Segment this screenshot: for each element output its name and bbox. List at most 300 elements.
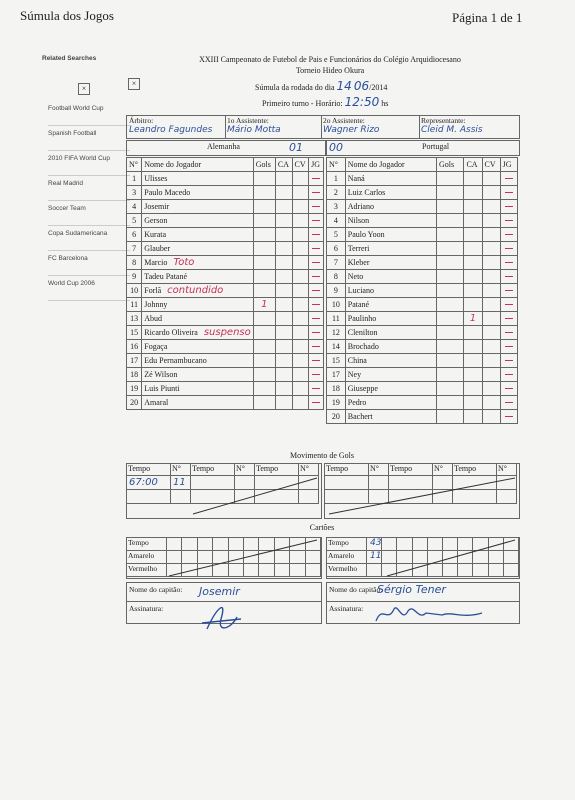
strike-line: [327, 538, 519, 578]
player-cv: [292, 228, 309, 242]
jg-mark: [505, 290, 513, 291]
player-name: [345, 228, 436, 242]
player-name: [345, 368, 436, 382]
player-name: [345, 298, 436, 312]
away-team-score: 00: [329, 141, 343, 154]
player-gols: [253, 242, 275, 256]
player-name: [345, 242, 436, 256]
player-jg: [309, 326, 324, 340]
player-row: [327, 186, 518, 200]
player-ca: [464, 270, 482, 284]
player-name: [142, 312, 253, 326]
player-n: [127, 354, 142, 368]
jg-mark: [505, 416, 513, 417]
player-name: [345, 256, 436, 270]
player-row: [127, 312, 324, 326]
player-row: [127, 354, 324, 368]
player-n-value: 18: [331, 384, 340, 393]
sidebar-items: [48, 105, 130, 301]
player-jg: [309, 200, 324, 214]
player-n: [327, 186, 346, 200]
goals-title: Movimento de Gols: [290, 451, 354, 460]
jg-mark: [505, 206, 513, 207]
player-row: [327, 396, 518, 410]
player-n: [127, 242, 142, 256]
sidebar: [42, 55, 122, 287]
jg-mark: [312, 178, 320, 179]
player-n-value: 19: [331, 398, 340, 407]
player-ca: [464, 256, 482, 270]
referee-name: Leandro Fagundes: [129, 125, 213, 135]
player-ca: [275, 340, 292, 354]
home-signature-label: Assinatura:: [129, 604, 164, 613]
player-name-value: Patané: [347, 300, 370, 309]
player-gols: [253, 200, 275, 214]
player-cv: [482, 354, 500, 368]
away-signature: [372, 601, 492, 627]
player-jg: [500, 270, 517, 284]
player-cv: [292, 256, 309, 270]
player-n: [127, 186, 142, 200]
player-row: [327, 340, 518, 354]
player-n-value: 3: [333, 202, 338, 211]
player-name-value: Paulo Macedo: [144, 188, 191, 197]
player-cv: [292, 396, 309, 410]
player-name: [142, 354, 253, 368]
player-row: [327, 298, 518, 312]
cards-away-grid: [326, 537, 520, 579]
player-row: [327, 312, 518, 326]
player-n-value: 15: [130, 328, 139, 337]
player-name-value: Kurata: [144, 230, 167, 239]
player-name-value: Clenilton: [347, 328, 378, 337]
player-gols: [436, 172, 464, 186]
player-jg: [309, 368, 324, 382]
referee-label: Árbitro:: [129, 116, 154, 125]
player-name: [345, 270, 436, 284]
player-name-value: Marcio: [144, 258, 168, 267]
player-n: [127, 382, 142, 396]
player-cv: [292, 354, 309, 368]
asst1-name: Mário Motta: [227, 125, 281, 135]
player-jg: [309, 186, 324, 200]
player-n: [127, 312, 142, 326]
sidebar-item[interactable]: World Cup 2006: [48, 276, 130, 301]
player-name: [142, 368, 253, 382]
col-header-n: N°: [327, 158, 346, 172]
player-jg: [500, 228, 517, 242]
player-name-value: Neto: [347, 272, 364, 281]
jg-mark: [505, 234, 513, 235]
jg-mark: [505, 262, 513, 263]
player-row: [127, 340, 324, 354]
jg-mark: [312, 206, 320, 207]
player-name-value: Paulo Yoon: [347, 230, 385, 239]
sidebar-item[interactable]: Spanish Football: [48, 126, 130, 151]
player-name-value: Luciano: [347, 286, 374, 295]
player-n: [327, 396, 346, 410]
jg-mark: [312, 248, 320, 249]
home-team-score: 01: [289, 141, 303, 154]
asst2-name: Wagner Rizo: [323, 125, 380, 135]
jg-mark: [505, 374, 513, 375]
col-header-n: N°: [127, 158, 142, 172]
player-name: [142, 228, 253, 242]
player-ca: [275, 382, 292, 396]
player-n: [327, 228, 346, 242]
player-ca: [464, 298, 482, 312]
col-header-ca: CA: [275, 158, 292, 172]
player-cv: [482, 270, 500, 284]
sidebar-item[interactable]: Football World Cup: [48, 105, 130, 126]
player-gols: [253, 326, 275, 340]
player-n-value: 10: [130, 286, 139, 295]
player-jg: [309, 256, 324, 270]
col-header-gols: Gols: [436, 158, 464, 172]
player-ca: [275, 228, 292, 242]
player-gols: [436, 270, 464, 284]
player-jg: [500, 284, 517, 298]
player-n-value: 8: [333, 272, 338, 281]
away-captain-label: Nome do capitão:: [329, 585, 383, 594]
player-n-value: 4: [132, 202, 137, 211]
player-row: [327, 200, 518, 214]
asst2-label: 2o Assistente:: [323, 116, 365, 125]
player-ca: [464, 228, 482, 242]
away-signature-label: Assinatura:: [329, 604, 364, 613]
jg-mark: [505, 304, 513, 305]
player-name: [142, 242, 253, 256]
championship-title: XXIII Campeonato de Futebol de Pais e Funcionários do Colégio Arquidiocesano: [199, 55, 461, 64]
player-cv: [292, 326, 309, 340]
player-ca: [275, 326, 292, 340]
player-row: [127, 382, 324, 396]
home-captain-box: [126, 582, 322, 624]
player-row: [327, 214, 518, 228]
player-name-value: Tadeu Patané: [144, 272, 188, 281]
player-ca: [275, 396, 292, 410]
away-captain-name: Sérgio Tener: [377, 583, 446, 596]
player-ca: [464, 354, 482, 368]
jg-mark: [505, 346, 513, 347]
sidebar-item[interactable]: Soccer Team: [48, 201, 130, 226]
player-name-value: Abud: [144, 314, 163, 323]
player-n: [127, 256, 142, 270]
sidebar-item[interactable]: Real Madrid: [48, 176, 130, 201]
date-month: 06: [353, 79, 370, 93]
page-title: Súmula dos Jogos: [20, 8, 114, 23]
player-cv: [482, 298, 500, 312]
player-ca: [275, 368, 292, 382]
player-ca: [275, 270, 292, 284]
player-row: [127, 242, 324, 256]
player-name-value: Nilson: [347, 216, 370, 225]
player-cv: [482, 396, 500, 410]
player-gols: [253, 214, 275, 228]
sidebar-heading: Related Searches: [42, 55, 97, 62]
player-name: [142, 270, 253, 284]
home-signature: [197, 599, 247, 637]
cards-row-label: Amarelo: [127, 551, 167, 564]
jg-mark: [312, 346, 320, 347]
home-players-table: [126, 157, 324, 410]
player-cv: [292, 186, 309, 200]
date-prefix: Súmula da rodada do dia: [255, 83, 335, 92]
player-row: [327, 256, 518, 270]
player-row: [327, 326, 518, 340]
sidebar-item[interactable]: 2010 FIFA World Cup: [48, 151, 130, 176]
date-year: /2014: [369, 83, 388, 92]
player-gols: [253, 228, 275, 242]
player-row: [327, 270, 518, 284]
player-gols: [253, 284, 275, 298]
player-ca: [275, 256, 292, 270]
player-jg: [500, 410, 517, 424]
player-jg: [309, 242, 324, 256]
player-name-value: Luis Piunti: [144, 384, 180, 393]
player-row: [327, 284, 518, 298]
player-row: [327, 368, 518, 382]
player-gols: [436, 382, 464, 396]
player-n: [327, 214, 346, 228]
player-name: [345, 326, 436, 340]
player-ca: [464, 186, 482, 200]
player-n-value: 4: [333, 216, 338, 225]
jg-mark: [312, 360, 320, 361]
player-name-value: Josemir: [144, 202, 170, 211]
referee-cell: [127, 116, 226, 138]
player-name-value: Zé Wilson: [144, 370, 178, 379]
player-n-value: 7: [333, 258, 338, 267]
player-name-value: Bachert: [347, 412, 373, 421]
player-n-value: 9: [333, 286, 338, 295]
col-header-jg: JG: [309, 158, 324, 172]
player-n: [327, 284, 346, 298]
player-name: [142, 256, 253, 270]
player-cv: [482, 340, 500, 354]
player-n: [127, 340, 142, 354]
player-n-value: 17: [331, 370, 340, 379]
player-jg: [309, 354, 324, 368]
jg-mark: [312, 332, 320, 333]
player-cv: [482, 228, 500, 242]
player-ca: [464, 200, 482, 214]
goals-home-grid: [126, 463, 322, 519]
player-jg: [309, 172, 324, 186]
player-name: [345, 214, 436, 228]
player-jg: [500, 242, 517, 256]
player-n: [127, 172, 142, 186]
player-jg: [309, 312, 324, 326]
player-jg: [309, 270, 324, 284]
player-cv: [292, 298, 309, 312]
player-n: [327, 368, 346, 382]
player-gols: [436, 312, 464, 326]
asst1-cell: [225, 116, 322, 138]
player-row: [127, 270, 324, 284]
jg-mark: [505, 178, 513, 179]
player-name: [142, 340, 253, 354]
player-cv: [482, 256, 500, 270]
player-name-value: Giuseppe: [347, 384, 378, 393]
player-n: [127, 228, 142, 242]
goals-col-tempo: Tempo: [127, 464, 171, 476]
player-name: [142, 200, 253, 214]
player-ca: [275, 298, 292, 312]
player-ca: [464, 214, 482, 228]
player-name-value: Luiz Carlos: [347, 188, 386, 197]
strike-line: [127, 538, 321, 578]
player-gols: [436, 214, 464, 228]
player-row: [127, 368, 324, 382]
player-jg: [309, 340, 324, 354]
player-name: [345, 186, 436, 200]
goals-col-n: N°: [433, 464, 453, 476]
jg-mark: [505, 318, 513, 319]
player-gols: [253, 298, 275, 312]
player-n-value: 13: [130, 314, 139, 323]
player-cv: [292, 270, 309, 284]
player-ca: [275, 200, 292, 214]
player-name-value: Ney: [347, 370, 362, 379]
away-captain-box: [326, 582, 520, 624]
player-name-value: Glauber: [144, 244, 171, 253]
player-gols: [436, 228, 464, 242]
jg-mark: [312, 374, 320, 375]
time-line: [262, 95, 388, 109]
home-team-name: Alemanha: [207, 142, 240, 151]
player-row: [127, 396, 324, 410]
player-jg: [500, 368, 517, 382]
player-name: [142, 326, 253, 340]
player-n: [127, 326, 142, 340]
cards-home-grid: [126, 537, 322, 579]
player-name-value: Edu Pernambucano: [144, 356, 207, 365]
player-row: [127, 228, 324, 242]
player-ca: [275, 172, 292, 186]
sidebar-item[interactable]: FC Barcelona: [48, 251, 130, 276]
player-cv: [482, 410, 500, 424]
card-value: 11: [370, 551, 382, 561]
goals-grid: [126, 463, 518, 519]
date-line: [255, 79, 387, 93]
player-name-value: Terreri: [347, 244, 370, 253]
player-name-value: Naná: [347, 174, 365, 183]
player-ca: [464, 326, 482, 340]
close-icon[interactable]: ×: [128, 78, 140, 90]
player-n-value: 7: [132, 244, 137, 253]
player-jg: [309, 214, 324, 228]
player-cv: [292, 382, 309, 396]
player-name-value: Pedro: [347, 398, 367, 407]
jg-mark: [312, 234, 320, 235]
player-n-value: 5: [333, 230, 338, 239]
player-cv: [482, 312, 500, 326]
player-cv: [482, 242, 500, 256]
player-cv: [292, 368, 309, 382]
player-n-value: 14: [331, 342, 340, 351]
cards-row-label: Tempo: [127, 538, 167, 551]
player-name: [345, 410, 436, 424]
player-cv: [482, 214, 500, 228]
jg-mark: [505, 192, 513, 193]
player-ca: [275, 214, 292, 228]
player-n-value: 11: [130, 300, 138, 309]
player-gols: [436, 256, 464, 270]
jg-mark: [312, 304, 320, 305]
jg-mark: [312, 192, 320, 193]
player-jg: [500, 382, 517, 396]
goals-col-tempo: Tempo: [191, 464, 235, 476]
jg-mark: [312, 220, 320, 221]
player-row: [327, 172, 518, 186]
col-header-name: Nome do Jogador: [345, 158, 436, 172]
player-n-value: 20: [331, 412, 340, 421]
player-name: [142, 298, 253, 312]
rep-name: Cleid M. Assis: [421, 125, 483, 135]
player-cv: [482, 172, 500, 186]
time-value: 12:50: [344, 95, 380, 109]
player-ca: [464, 340, 482, 354]
player-name-value: Brochado: [347, 342, 379, 351]
player-gols: [436, 410, 464, 424]
player-gols: [436, 200, 464, 214]
player-n-value: 9: [132, 272, 137, 281]
player-cv: [482, 284, 500, 298]
player-name: [345, 200, 436, 214]
player-gols: [436, 186, 464, 200]
player-n: [327, 340, 346, 354]
jg-mark: [505, 402, 513, 403]
player-ca: [275, 312, 292, 326]
player-cv: [482, 186, 500, 200]
player-n: [127, 214, 142, 228]
player-note: suspenso: [203, 327, 251, 338]
player-n-value: 2: [333, 188, 338, 197]
player-n: [327, 410, 346, 424]
player-name-value: China: [347, 356, 367, 365]
player-n-value: 3: [132, 188, 137, 197]
goals-col-tempo: Tempo: [453, 464, 497, 476]
col-header-name: Nome do Jogador: [142, 158, 253, 172]
player-name-value: Ricardo Oliveira: [144, 328, 198, 337]
player-row: [127, 172, 324, 186]
tournament-name: Torneio Hideo Okura: [295, 66, 365, 75]
page-number: Página 1 de 1: [452, 10, 523, 25]
player-gols: [253, 382, 275, 396]
player-cv: [292, 200, 309, 214]
player-jg: [500, 396, 517, 410]
jg-mark: [505, 360, 513, 361]
player-name: [142, 186, 253, 200]
goals-col-n: N°: [369, 464, 389, 476]
player-gols: [436, 298, 464, 312]
player-gols: [436, 284, 464, 298]
player-gols: [253, 354, 275, 368]
player-row: [327, 242, 518, 256]
player-name: [142, 172, 253, 186]
player-jg: [500, 256, 517, 270]
close-icon[interactable]: ×: [78, 83, 90, 95]
player-jg: [309, 298, 324, 312]
jg-mark: [312, 290, 320, 291]
player-row: [327, 382, 518, 396]
player-ca: [464, 242, 482, 256]
sidebar-item[interactable]: Copa Sudamericana: [48, 226, 130, 251]
goals-col-tempo: Tempo: [325, 464, 369, 476]
player-n-value: 10: [331, 300, 340, 309]
player-n-value: 18: [130, 370, 139, 379]
